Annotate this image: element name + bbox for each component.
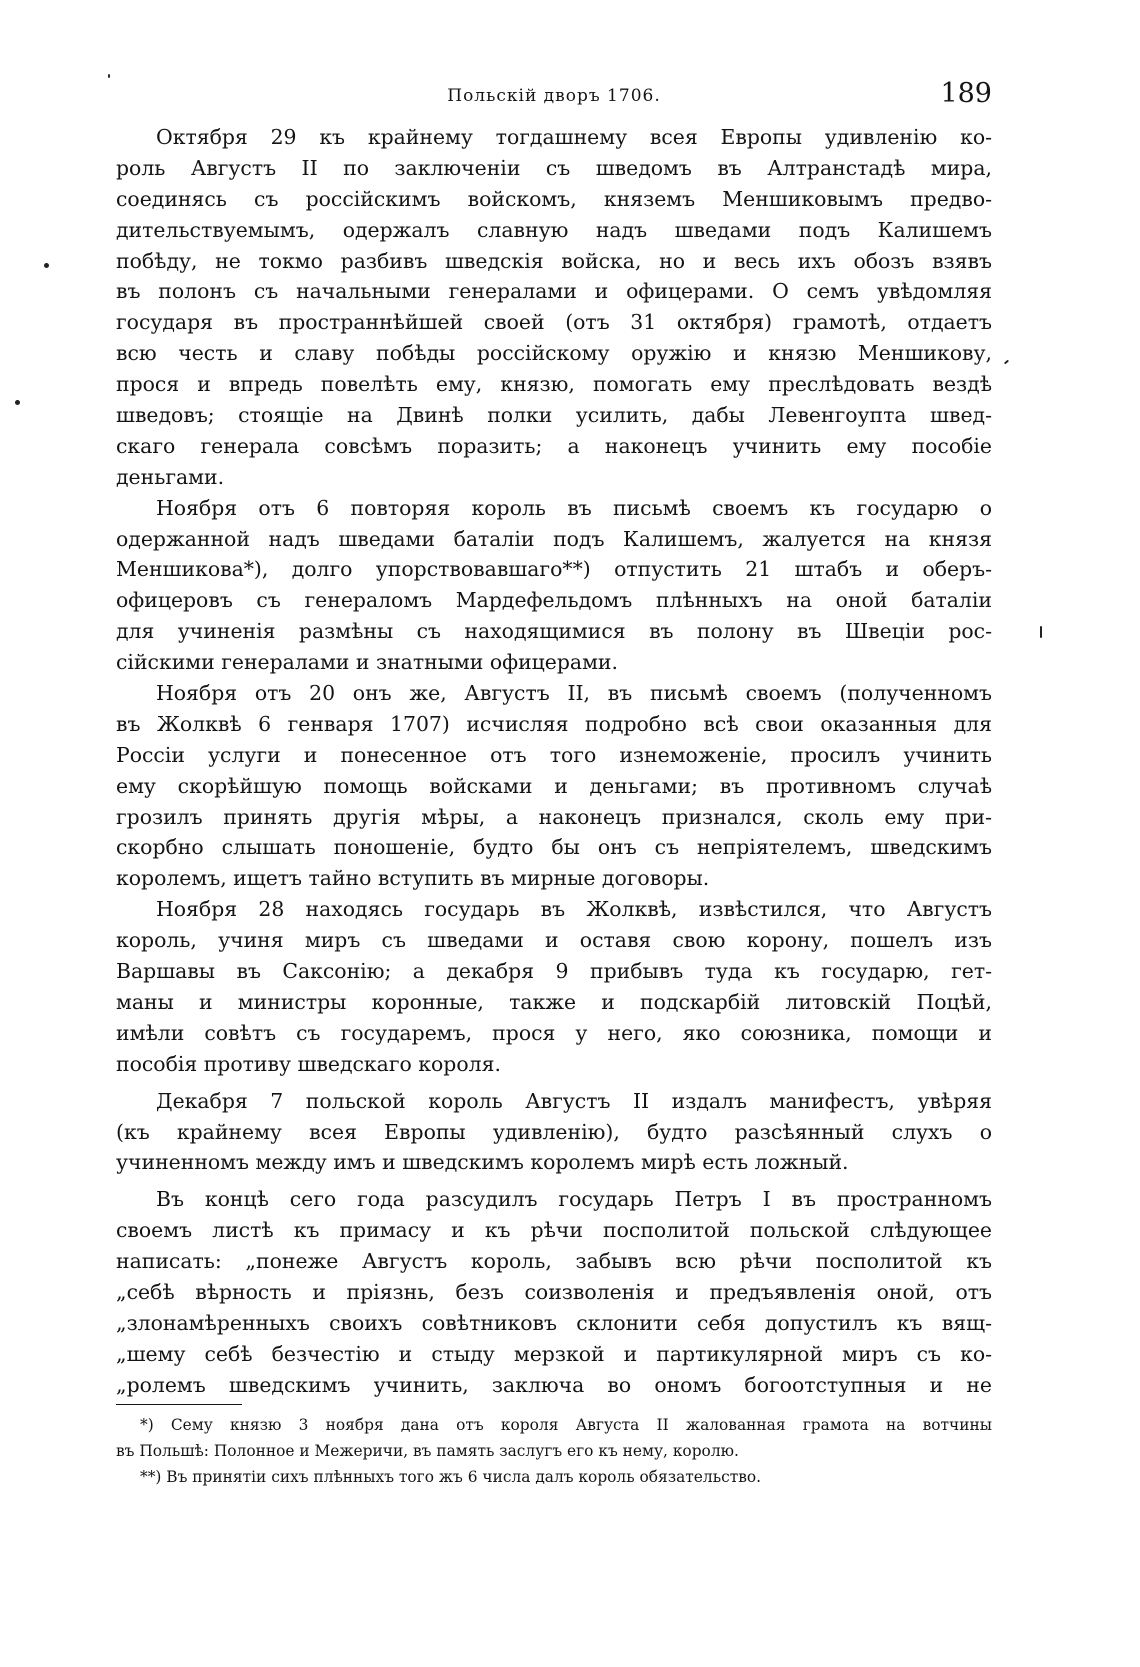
text-line: Варшавы въ Саксонію; а декабря 9 прибывъ туда къ государю, гет- <box>116 959 992 984</box>
text-line: маны и министры коронные, также и подскарбій литовскій Поцѣй, <box>116 989 992 1014</box>
scan-speck <box>44 263 49 268</box>
footnotes <box>116 1412 992 1490</box>
text-line: Ноября 28 находясь государь въ Жолквѣ, извѣстился, что Августъ <box>156 897 992 922</box>
text-line: офицеровъ съ генераломъ Мардефельдомъ плѣнныхъ на оной баталіи <box>116 588 992 613</box>
scan-speck <box>15 400 20 405</box>
running-head <box>116 78 992 118</box>
text-line: учиненномъ между имъ и шведскимъ королемъ мирѣ есть ложный. <box>116 1150 849 1175</box>
paragraph-4 <box>116 894 992 1079</box>
text-line: Ноября отъ 20 онъ же, Августъ II, въ письмѣ своемъ (полученномъ <box>156 681 992 706</box>
footnote-rule <box>116 1404 242 1405</box>
text-line: грозилъ принять другія мѣры, а наконецъ признался, сколь ему при- <box>116 804 992 829</box>
paragraph-5 <box>116 1086 992 1179</box>
paragraph-1 <box>116 122 992 493</box>
text-line: Октября 29 къ крайнему тогдашнему всея Европы удивленію ко- <box>156 125 992 149</box>
footnote-line: **) Въ принятіи сихъ плѣнныхъ того жъ 6 числа далъ король обязательство. <box>140 1468 762 1486</box>
text-line: „злонамѣренныхъ своихъ совѣтниковъ склонити себя допустилъ къ вящ- <box>116 1310 992 1335</box>
text-line: деньгами. <box>116 464 225 489</box>
text-line: Ноября отъ 6 повторяя король въ письмѣ своемъ къ государю о <box>156 495 992 520</box>
text-line: пособія противу шведскаго короля. <box>116 1051 501 1076</box>
text-line: написать: „понеже Августъ король, забывъ всю рѣчи посполитой къ <box>116 1249 992 1274</box>
text-line: прося и впредь повелѣть ему, князю, помогать ему преслѣдовать вездѣ <box>116 372 992 397</box>
text-line: скорбно слышать поношеніе, будто бы онъ съ непріятелемъ, шведскимъ <box>116 835 992 860</box>
text-line: въ полонъ съ начальными генералами и офицерами. О семъ увѣдомляя <box>116 279 992 304</box>
text-line: своемъ листѣ къ примасу и къ рѣчи посполитой польской слѣдующее <box>116 1218 992 1243</box>
text-line: дительствуемымъ, одержалъ славную надъ шведами подъ Калишемъ <box>116 217 992 242</box>
text-line: Меншикова*), долго упорствовавшаго**) отпустить 21 штабъ и оберъ- <box>116 557 992 582</box>
scan-speck <box>108 74 110 78</box>
text-line: всю честь и славу побѣды россійскому оружію и князю Меншикову, <box>116 341 992 366</box>
text-line: имѣли совѣтъ съ государемъ, прося у него, яко союзника, помощи и <box>116 1020 992 1045</box>
scan-speck <box>1040 626 1042 638</box>
footnote-line: въ Польшѣ: Полонное и Межеричи, въ память заслугъ его къ нему, королю. <box>116 1442 739 1460</box>
text-line: ему скорѣйшую помощь войсками и деньгами; въ противномъ случаѣ <box>116 773 992 798</box>
text-line: королемъ, ищетъ тайно вступить въ мирные договоры. <box>116 866 710 891</box>
page-number: 189 <box>940 78 992 109</box>
running-title: Польскій дворъ 1706. <box>447 86 661 106</box>
text-line: соединясь съ россійскимъ войскомъ, княземъ Меншиковымъ предво- <box>116 186 992 211</box>
text-line: государя въ пространнѣйшей своей (отъ 31 октября) грамотѣ, отдаетъ <box>116 310 992 335</box>
body-text <box>116 122 992 1401</box>
text-line: (къ крайнему всея Европы удивленію), будто разсѣянный слухъ о <box>116 1119 992 1144</box>
text-line: „ролемъ шведскимъ учинить, заключа во ономъ богоотступныя и не <box>116 1372 992 1397</box>
paragraph-2 <box>116 493 992 678</box>
text-line: для учиненія размѣны съ находящимися въ полону въ Швеціи рос- <box>116 619 992 644</box>
text-line: скаго генерала совсѣмъ поразить; а наконецъ учинить ему пособіе <box>116 433 992 458</box>
footnote-line: *) Сему князю 3 ноября дана отъ короля Августа II жалованная грамота на вотчины <box>140 1416 992 1434</box>
scan-speck <box>1004 360 1009 365</box>
text-line: шведовъ; стоящіе на Двинѣ полки усилить, дабы Левенгоупта швед- <box>116 403 992 428</box>
text-line: король, учиня миръ съ шведами и оставя свою корону, пошелъ изъ <box>116 928 992 953</box>
text-line: Россіи услуги и понесенное отъ того изнеможеніе, просилъ учинить <box>116 742 992 767</box>
text-line: въ Жолквѣ 6 генваря 1707) исчисляя подробно всѣ свои оказанныя для <box>116 711 992 736</box>
text-line: роль Августъ II по заключеніи съ шведомъ въ Алтранстадѣ мира, <box>116 155 992 180</box>
text-line: Декабря 7 польской король Августъ II издалъ манифестъ, увѣряя <box>156 1088 992 1113</box>
text-line: „себѣ вѣрность и пріязнь, безъ соизволенія и предъявленія оной, отъ <box>116 1279 992 1304</box>
text-line: одержанной надъ шведами баталіи подъ Калишемъ, жалуется на князя <box>116 526 992 551</box>
paragraph-3 <box>116 678 992 894</box>
text-line: „шему себѣ безчестію и стыду мерзкой и партикулярной миръ съ ко- <box>116 1341 992 1366</box>
text-line: Въ концѣ сего года разсудилъ государь Петръ I въ пространномъ <box>156 1187 992 1212</box>
paragraph-6 <box>116 1184 992 1400</box>
text-line: сійскими генералами и знатными офицерами. <box>116 650 618 675</box>
text-line: побѣду, не токмо разбивъ шведскія войска, но и весь ихъ обозъ взявъ <box>116 248 992 273</box>
